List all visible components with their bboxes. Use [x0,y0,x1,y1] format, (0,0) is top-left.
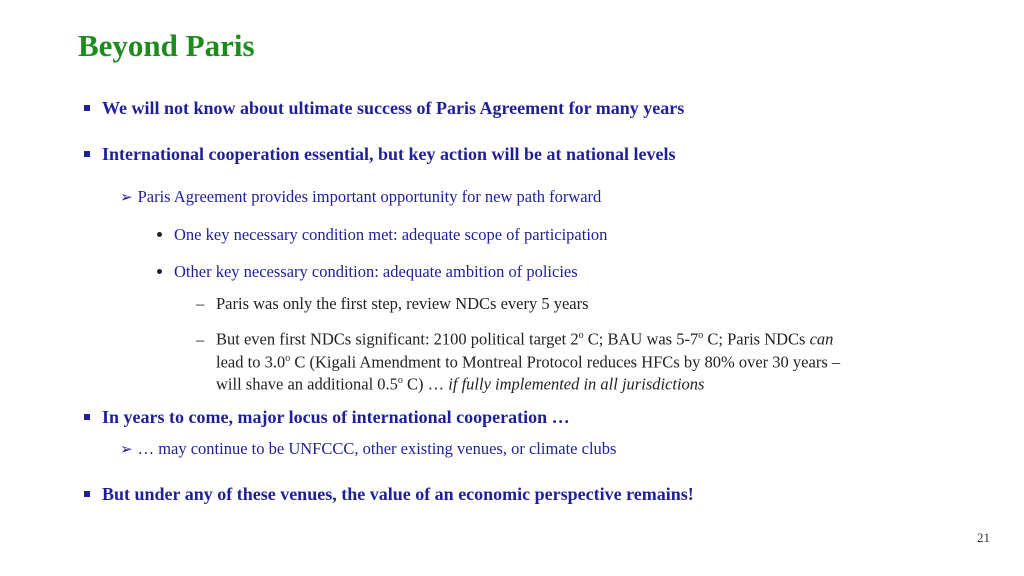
bullet-3-text: In years to come, major locus of international cooperation … [102,407,570,427]
degree-sup: o [397,375,403,386]
sub-bullet-2-1-text: Paris Agreement provides important opportunity for new path forward [137,187,602,206]
square-bullet-icon [84,491,90,497]
degree-sup: o [698,330,704,341]
bullet-2-text: International cooperation essential, but key action will be at national levels [102,144,676,164]
bullet-2 [84,144,676,165]
dot-bullet-icon [157,269,162,274]
square-bullet-icon [84,105,90,111]
dash-bullet-icon: – [196,294,205,313]
ndc-text-3: C; Paris NDCs [703,329,810,349]
bullet-4-text: But under any of these venues, the value of an economic perspective remains! [102,484,694,504]
square-bullet-icon [84,414,90,420]
dash-bullet-icon: – [196,329,205,349]
square-bullet-icon [84,151,90,157]
bullet-1 [84,98,684,119]
ndc-text-7: C) … [402,374,449,394]
ndc-italic-can: can [809,329,834,349]
ndc-text-6: will shave an additional 0.5 [216,374,398,394]
ndc-text-1: But even first NDCs significant: 2100 political target 2 [216,329,579,349]
sub-bullet-3-1-text: … may continue to be UNFCCC, other existing venues, or climate clubs [137,439,617,458]
sub-sub-bullet-b [157,262,578,282]
sub-sub-bullet-b-text: Other key necessary condition: adequate ambition of policies [174,262,578,281]
slide-title: Beyond Paris [78,28,255,63]
sub-bullet-2-1 [120,187,601,207]
arrow-bullet-icon: ➢ [120,442,133,458]
bullet-3 [84,407,570,428]
ndc-text-4: lead to 3.0 [216,352,286,371]
sub-bullet-3-1 [120,439,616,459]
bullet-4 [84,484,694,505]
ndc-text-5: C (Kigali Amendment to Montreal Protocol reduces HFCs by 80% over 30 years – [290,352,841,371]
ndc-italic-implemented: if fully implemented in all jurisdictions [448,374,705,394]
degree-sup: o [285,352,291,364]
ndc-text-2: C; BAU was 5-7 [583,329,699,349]
dash-item-2 [196,326,840,394]
sub-sub-bullet-a [157,225,607,245]
bullet-1-text: We will not know about ultimate success of Paris Agreement for many years [102,98,685,118]
arrow-bullet-icon: ➢ [120,190,133,206]
dot-bullet-icon [157,232,162,237]
degree-sup: o [578,330,584,341]
dash-item-1 [196,294,589,313]
sub-sub-bullet-a-text: One key necessary condition met: adequate scope of participation [174,225,608,244]
dash-item-1-text: Paris was only the first step, review NDCs every 5 years [216,294,589,313]
page-number: 21 [977,530,990,545]
